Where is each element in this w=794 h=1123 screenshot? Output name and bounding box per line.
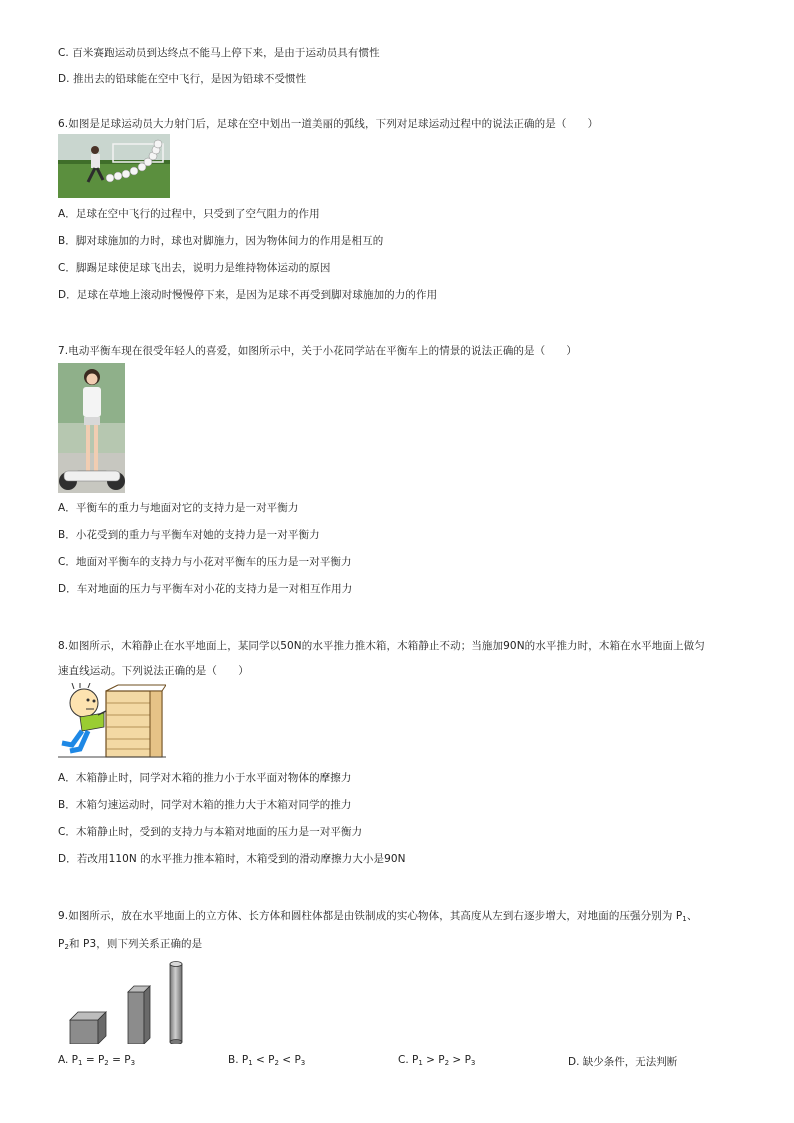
- q9-option-b: B. $P_1 < P_2 < P_3$: [228, 1054, 306, 1067]
- q9-option-c: C. $P_1 > P_2 > P_3$: [398, 1054, 476, 1067]
- question-9-stem-line-2: $P_2$和 P3，则下列关系正确的是: [58, 938, 203, 951]
- q6-option-c: C．脚踢足球使足球飞出去，说明力是维持物体运动的原因: [58, 262, 331, 274]
- q8-option-b: B．木箱匀速运动时，同学对木箱的推力大于木箱对同学的推力: [58, 799, 352, 811]
- q8-option-d: D．若改用110N 的水平推力推本箱时，木箱受到的滑动摩擦力大小是90N: [58, 853, 406, 865]
- option-d-prev: D. 推出去的铅球能在空中飞行，是因为铅球不受惯性: [58, 73, 307, 85]
- q6-option-d: D．足球在草地上滚动时慢慢停下来，是因为足球不再受到脚对球施加的力的作用: [58, 289, 438, 301]
- option-c-prev: C. 百米赛跑运动员到达终点不能马上停下来，是由于运动员具有惯性: [58, 47, 380, 59]
- balance-scooter-photo: [58, 363, 125, 493]
- iron-solids-figure: [66, 958, 190, 1044]
- q7-option-a: A．平衡车的重力与地面对它的支持力是一对平衡力: [58, 502, 299, 514]
- q8-option-a: A．木箱静止时，同学对木箱的推力小于水平面对物体的摩擦力: [58, 772, 352, 784]
- q7-option-b: B．小花受到的重力与平衡车对她的支持力是一对平衡力: [58, 529, 320, 541]
- q6-option-a: A．足球在空中飞行的过程中，只受到了空气阻力的作用: [58, 208, 320, 220]
- q7-option-d: D．车对地面的压力与平衡车对小花的支持力是一对相互作用力: [58, 583, 353, 595]
- question-6-stem: 6.如图是足球运动员大力射门后，足球在空中划出一道美丽的弧线，下列对足球运动过程中的说法正确的是（ ）: [58, 118, 599, 130]
- q9-option-a: A. $P_1 = P_2 = P_3$: [58, 1054, 136, 1067]
- q7-option-c: C．地面对平衡车的支持力与小花对平衡车的压力是一对平衡力: [58, 556, 352, 568]
- soccer-kick-photo: [58, 134, 170, 198]
- question-8-stem-line-1: 8.如图所示，木箱静止在水平地面上，某同学以50N的水平推力推木箱，木箱静止不动；当施加90N的水平推力时，木箱在水平地面上做匀: [58, 640, 705, 652]
- question-7-stem: 7.电动平衡车现在很受年轻人的喜爱，如图所示中，关于小花同学站在平衡车上的情景的说法正确的是（ ）: [58, 345, 578, 357]
- push-crate-illustration: [58, 683, 166, 761]
- q6-option-b: B．脚对球施加的力时，球也对脚施力，因为物体间力的作用是相互的: [58, 235, 384, 247]
- question-9-stem-line-1: 9.如图所示，放在水平地面上的立方体、长方体和圆柱体都是由铁制成的实心物体，其高度从左到右逐步增大，对地面的压强分别为 $P_1$、: [58, 910, 698, 923]
- question-8-stem-line-2: 速直线运动。下列说法正确的是（ ）: [58, 665, 249, 677]
- q8-option-c: C．木箱静止时，受到的支持力与本箱对地面的压力是一对平衡力: [58, 826, 363, 838]
- q9-option-d: D. 缺少条件，无法判断: [568, 1056, 678, 1068]
